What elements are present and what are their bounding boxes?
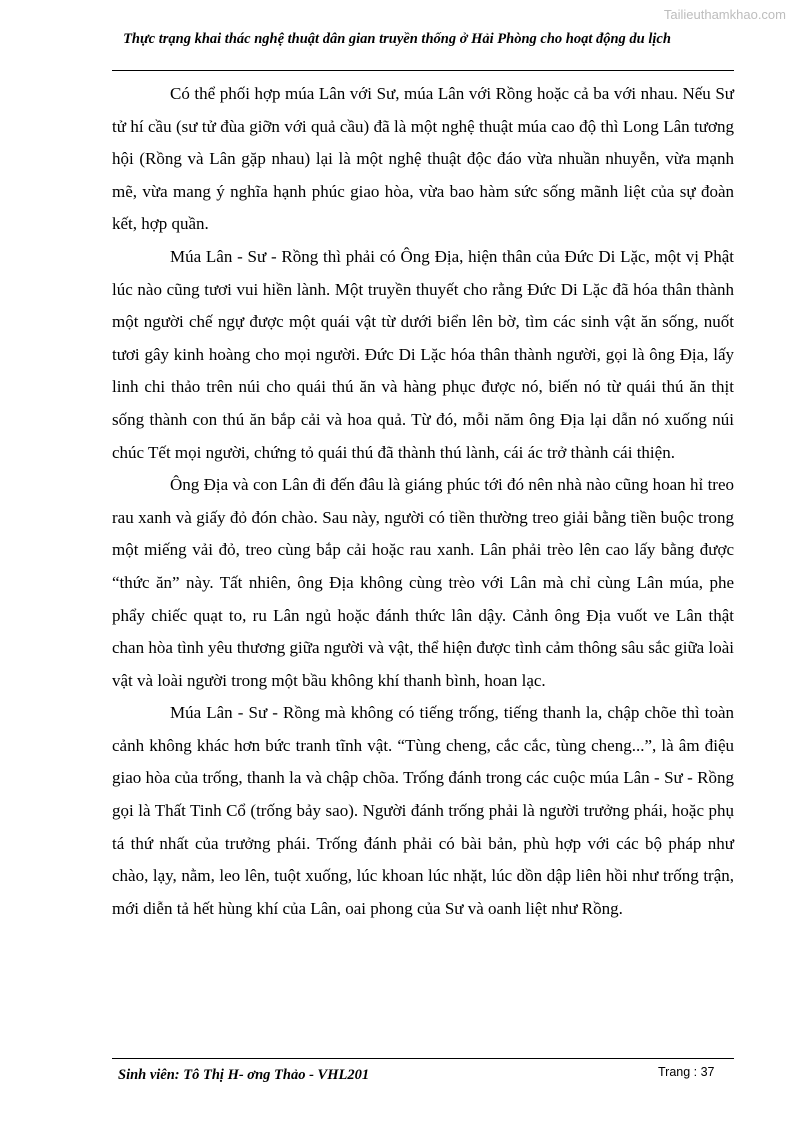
footer-student-name: Sinh viên: Tô Thị H- ơng Thảo - VHL201 bbox=[118, 1067, 370, 1083]
paragraph: Ông Địa và con Lân đi đến đâu là giáng phúc tới đó nên nhà nào cũng hoan hỉ treo rau xanh và giấy đỏ đón chào. Sau này, người có tiền thường treo giải bằng tiền buộc trong một miếng vải đỏ, treo cùng bắp cải hoặc rau xanh. Lân phải trèo lên cao lấy bằng được “thức ăn” này. Tất nhiên, ông Địa không cùng trèo với Lân mà chỉ cùng Lân múa, phe phẩy chiếc quạt to, ru Lân ngủ hoặc đánh thức lân dậy. Cảnh ông Địa vuốt ve Lân thật chan hòa tình yêu thương giữa người và vật, thể hiện được tình cảm thông sâu sắc giữa loài vật và loài người trong một bầu không khí thanh bình, hoan lạc. bbox=[112, 475, 734, 690]
footer-divider bbox=[112, 1058, 734, 1059]
watermark: Tailieuthamkhao.com bbox=[663, 7, 786, 22]
page-number: Trang : 37 bbox=[658, 1065, 715, 1079]
header-divider bbox=[112, 70, 734, 71]
paragraph: Múa Lân - Sư - Rồng mà không có tiếng trống, tiếng thanh la, chập chõe thì toàn cảnh không khác hơn bức tranh tĩnh vật. “Tùng cheng, cắc cắc, tùng cheng...”, là âm điệu giao hòa của trống, thanh la và chập chõa. Trống đánh trong các cuộc múa Lân - Sư - Rồng gọi là Thất Tinh Cổ (trống bảy sao). Người đánh trống phải là người trưởng phái, hoặc phụ tá thứ nhất của trưởng phái. Trống đánh phải có bài bản, phù hợp với các bộ pháp như chào, lạy, nằm, leo lên, tuột xuống, lúc khoan lúc nhặt, lúc dồn dập liên hồi như trống trận, mới diễn tả hết hùng khí của Lân, oai phong của Sư và oanh liệt như Rồng. bbox=[112, 703, 734, 918]
paragraph: Có thể phối hợp múa Lân với Sư, múa Lân với Rồng hoặc cả ba với nhau. Nếu Sư tử hí cầu (sư tử đùa giỡn với quả cầu) đã là một nghệ thuật múa cao độ thì Long Lân tương hội (Rồng và Lân gặp nhau) lại là một nghệ thuật độc đáo vừa nhuần nhuyễn, vừa mạnh mẽ, vừa mang ý nghĩa hạnh phúc giao hòa, vừa bao hàm sức sống mãnh liệt của sự đoàn kết, hợp quần. bbox=[112, 84, 734, 234]
paragraph: Múa Lân - Sư - Rồng thì phải có Ông Địa, hiện thân của Đức Di Lặc, một vị Phật lúc nào cũng tươi vui hiền lành. Một truyền thuyết cho rằng Đức Di Lặc đã hóa thân thành một người chế ngự được một quái vật từ dưới biển lên bờ, tìm các sinh vật ăn sống, nuốt tươi gây kinh hoàng cho mọi người. Đức Di Lặc hóa thân thành người, gọi là ông Địa, lấy linh chi thảo trên núi cho quái thú ăn và hàng phục được nó, biến nó từ quái thú ăn thịt sống thành con thú ăn bắp cải và hoa quả. Từ đó, mỗi năm ông Địa lại dẫn nó xuống núi chúc Tết mọi người, chứng tỏ quái thú đã thành thú lành, cái ác trở thành cái thiện. bbox=[112, 246, 734, 462]
running-header: Thực trạng khai thác nghệ thuật dân gian truyền thống ở Hải Phòng cho hoạt động du lịch bbox=[123, 31, 671, 47]
body-text bbox=[112, 78, 734, 925]
